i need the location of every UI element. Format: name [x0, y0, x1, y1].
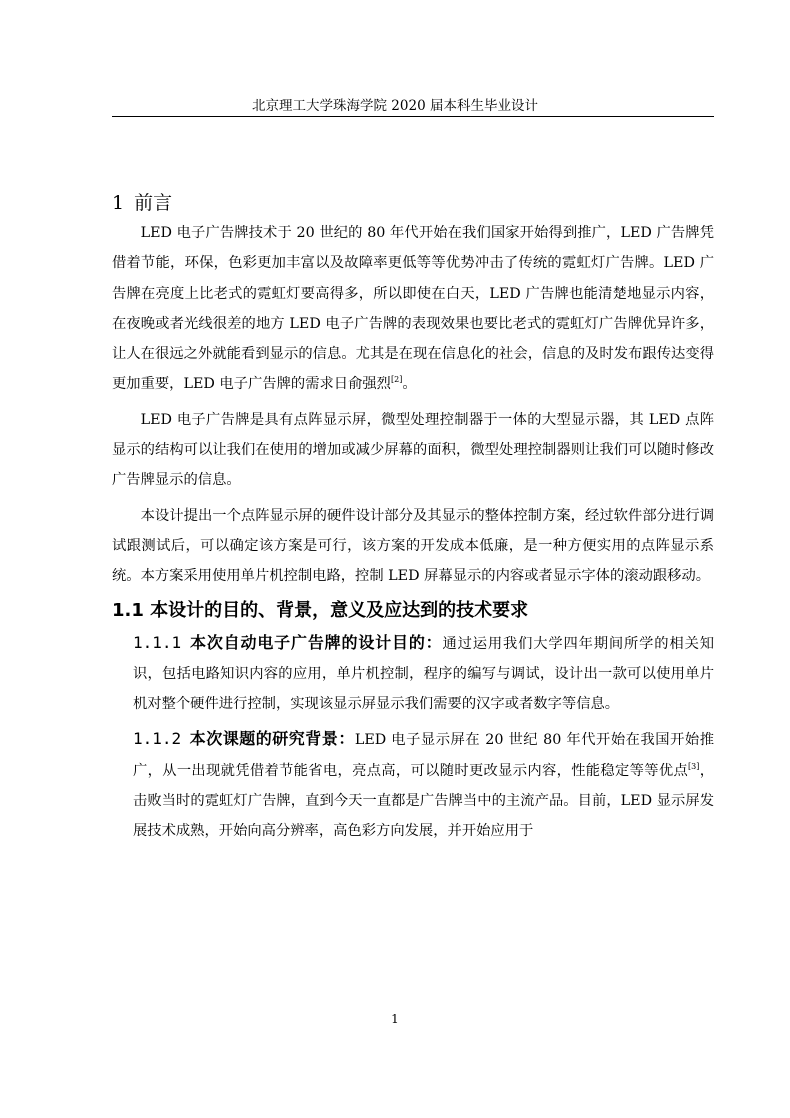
subsubsection-heading-1-1-2: [133, 729, 355, 748]
subsubsection-title: 本次自动电子广告牌的设计目的：: [189, 632, 443, 652]
paragraph-1-text: LED 电子广告牌技术于 20 世纪的 80 年代开始在我们国家开始得到推广，LED 广告牌凭借着节能，环保，色彩更加丰富以及故障率更低等等优势冲击了传统的霓虹灯广告牌。LED 广告牌在亮度上比老式的霓虹灯要高得多，所以即使在白天，LED 广告牌也能清楚地显示内容，在夜晚或者光线很差的地方 LED 电子广告牌的表现效果也要比老式的霓虹灯广告牌优异许多，让人在很远之外就能看到显示的信息。尤其是在现在信息化的社会，信息的及时发布跟传达变得更加重要，LED 电子广告牌的需求日俞强烈: [112, 225, 714, 393]
section-number: 1: [112, 192, 125, 214]
subsubsection-body: 通过运用我们大学四年期间所学的相关知识，包括电路知识内容的应用，单片机控制，程序的编写与调试，设计出一款可以使用单片机对整个硬件进行控制，实现该显示屏显示我们需要的汉字或者数字等信息。: [133, 635, 714, 713]
subsubsection-number: 1.1.2: [133, 729, 182, 749]
subsubsection-body-continued: ，击败当时的霓虹灯广告牌，直到今天一直都是广告牌当中的主流产品。目前，LED 显示屏发展技术成熟，开始向高分辨率，高色彩方向发展，并开始应用于: [133, 762, 714, 840]
page-header: 北京理工大学珠海学院 2020 届本科生毕业设计: [252, 98, 538, 114]
paragraph-3: 本设计提出一个点阵显示屏的硬件设计部分及其显示的整体控制方案，经过软件部分进行调试跟测试后，可以确定该方案是可行，该方案的开发成本低廉，是一种方便实用的点阵显示系统。本方案采用使用单片机控制电路，控制 LED 屏幕显示的内容或者显示字体的滚动跟移动。: [112, 507, 714, 585]
subsubsection-body: LED 电子显示屏在 20 世纪 80 年代开始在我国开始推广，从一出现就凭借着节能省电，亮点高，可以随时更改显示内容，性能稳定等等优点: [133, 732, 714, 779]
subsubsection-number: 1.1.1: [133, 632, 182, 652]
section-heading-preface: [112, 188, 714, 218]
header-divider: [112, 116, 714, 117]
paragraph-2: LED 电子广告牌是具有点阵显示屏，微型处理控制器于一体的大型显示器，其 LED 点阵显示的结构可以让我们在使用的增加或减少屏幕的面积，微型处理控制器则让我们可以随时修改广告牌显示的信息。: [112, 411, 714, 489]
paragraph-1: [112, 218, 714, 400]
page-number: 1: [391, 1012, 399, 1026]
subsubsection-1-1-2: [112, 724, 714, 846]
citation-2: [2]: [390, 375, 403, 385]
citation-3: [3]: [688, 761, 700, 771]
subsubsection-heading-1-1-1: [133, 633, 443, 652]
subsubsection-title: 本次课题的研究背景：: [189, 729, 355, 749]
subsubsection-1-1-1: [112, 628, 714, 720]
subsection-heading-1-1: 1.1 本设计的目的、背景，意义及应达到的技术要求: [112, 599, 529, 621]
paragraph-1-end: 。: [402, 376, 417, 393]
page-body: [112, 188, 714, 847]
section-title: 前言: [134, 192, 173, 214]
